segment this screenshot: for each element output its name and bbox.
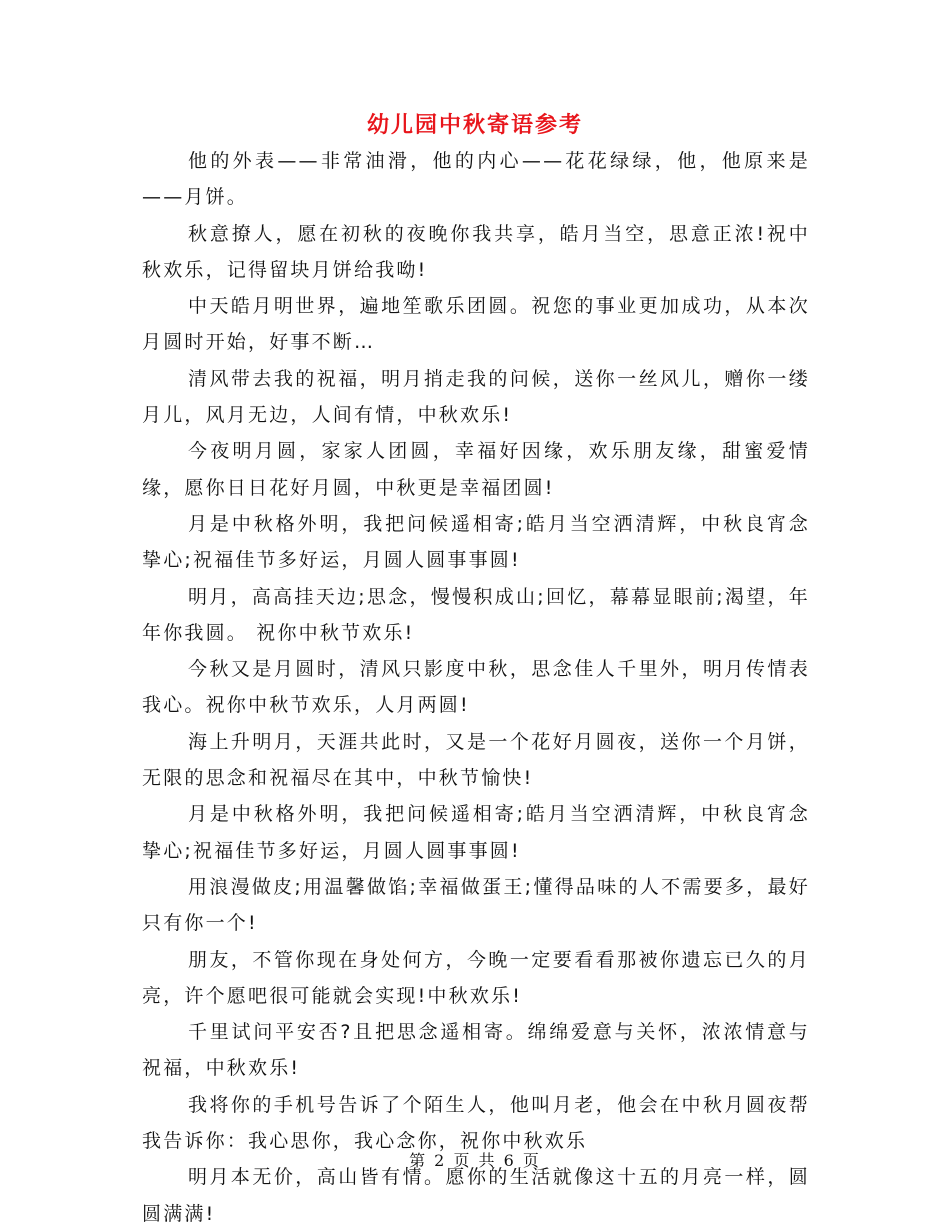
- paragraph: 他的外表——非常油滑，他的内心——花花绿绿，他，他原来是——月饼。: [142, 150, 810, 209]
- paragraph: 朋友，不管你现在身处何方，今晚一定要看看那被你遗忘已久的月亮，许个愿吧很可能就会实现!中秋欢乐!: [142, 948, 810, 1007]
- paragraph: 用浪漫做皮;用温馨做馅;幸福做蛋王;懂得品味的人不需要多，最好只有你一个!: [142, 875, 810, 935]
- paragraph: 今秋又是月圆时，清风只影度中秋，思念佳人千里外，明月传情表我心。祝你中秋节欢乐，人月两圆!: [142, 658, 810, 717]
- paragraph: 千里试问平安否?且把思念遥相寄。绵绵爱意与关怀，浓浓情意与祝福，中秋欢乐!: [142, 1021, 810, 1080]
- page-number: 第 2 页 共 6 页: [409, 1151, 541, 1170]
- paragraph: 月是中秋格外明，我把问候遥相寄;皓月当空洒清辉，中秋良宵念挚心;祝福佳节多好运，月圆人圆事事圆!: [142, 512, 810, 572]
- paragraph: 今夜明月圆，家家人团圆，幸福好因缘，欢乐朋友缘，甜蜜爱情缘，愿你日日花好月圆，中秋更是幸福团圆!: [142, 440, 810, 499]
- paragraph: 海上升明月，天涯共此时，又是一个花好月圆夜，送你一个月饼，无限的思念和祝福尽在其中，中秋节愉快!: [142, 730, 810, 790]
- document-title: 幼儿园中秋寄语参考: [366, 112, 583, 138]
- paragraph: 明月，高高挂天边;思念，慢慢积成山;回忆，幕幕显眼前;渴望，年年你我圆。 祝你中秋节欢乐!: [142, 585, 810, 644]
- paragraph: 秋意撩人，愿在初秋的夜晚你我共享，皓月当空，思意正浓!祝中秋欢乐，记得留块月饼给我呦!: [142, 222, 810, 281]
- paragraph: 中天皓月明世界，遍地笙歌乐团圆。祝您的事业更加成功，从本次月圆时开始，好事不断…: [142, 295, 810, 354]
- paragraph: 我将你的手机号告诉了个陌生人，他叫月老，他会在中秋月圆夜帮我告诉你：我心思你，我心念你，祝你中秋欢乐: [142, 1093, 810, 1153]
- paragraph: 明月本无价，高山皆有情。愿你的生活就像这十五的月亮一样，圆圆满满!: [142, 1166, 810, 1225]
- document-body: [142, 143, 810, 1232]
- paragraph: 清风带去我的祝福，明月捎走我的问候，送你一丝风儿，赠你一缕月儿，风月无边，人间有情，中秋欢乐!: [142, 367, 810, 427]
- paragraph: 月是中秋格外明，我把问候遥相寄;皓月当空洒清辉，中秋良宵念挚心;祝福佳节多好运，月圆人圆事事圆!: [142, 803, 810, 862]
